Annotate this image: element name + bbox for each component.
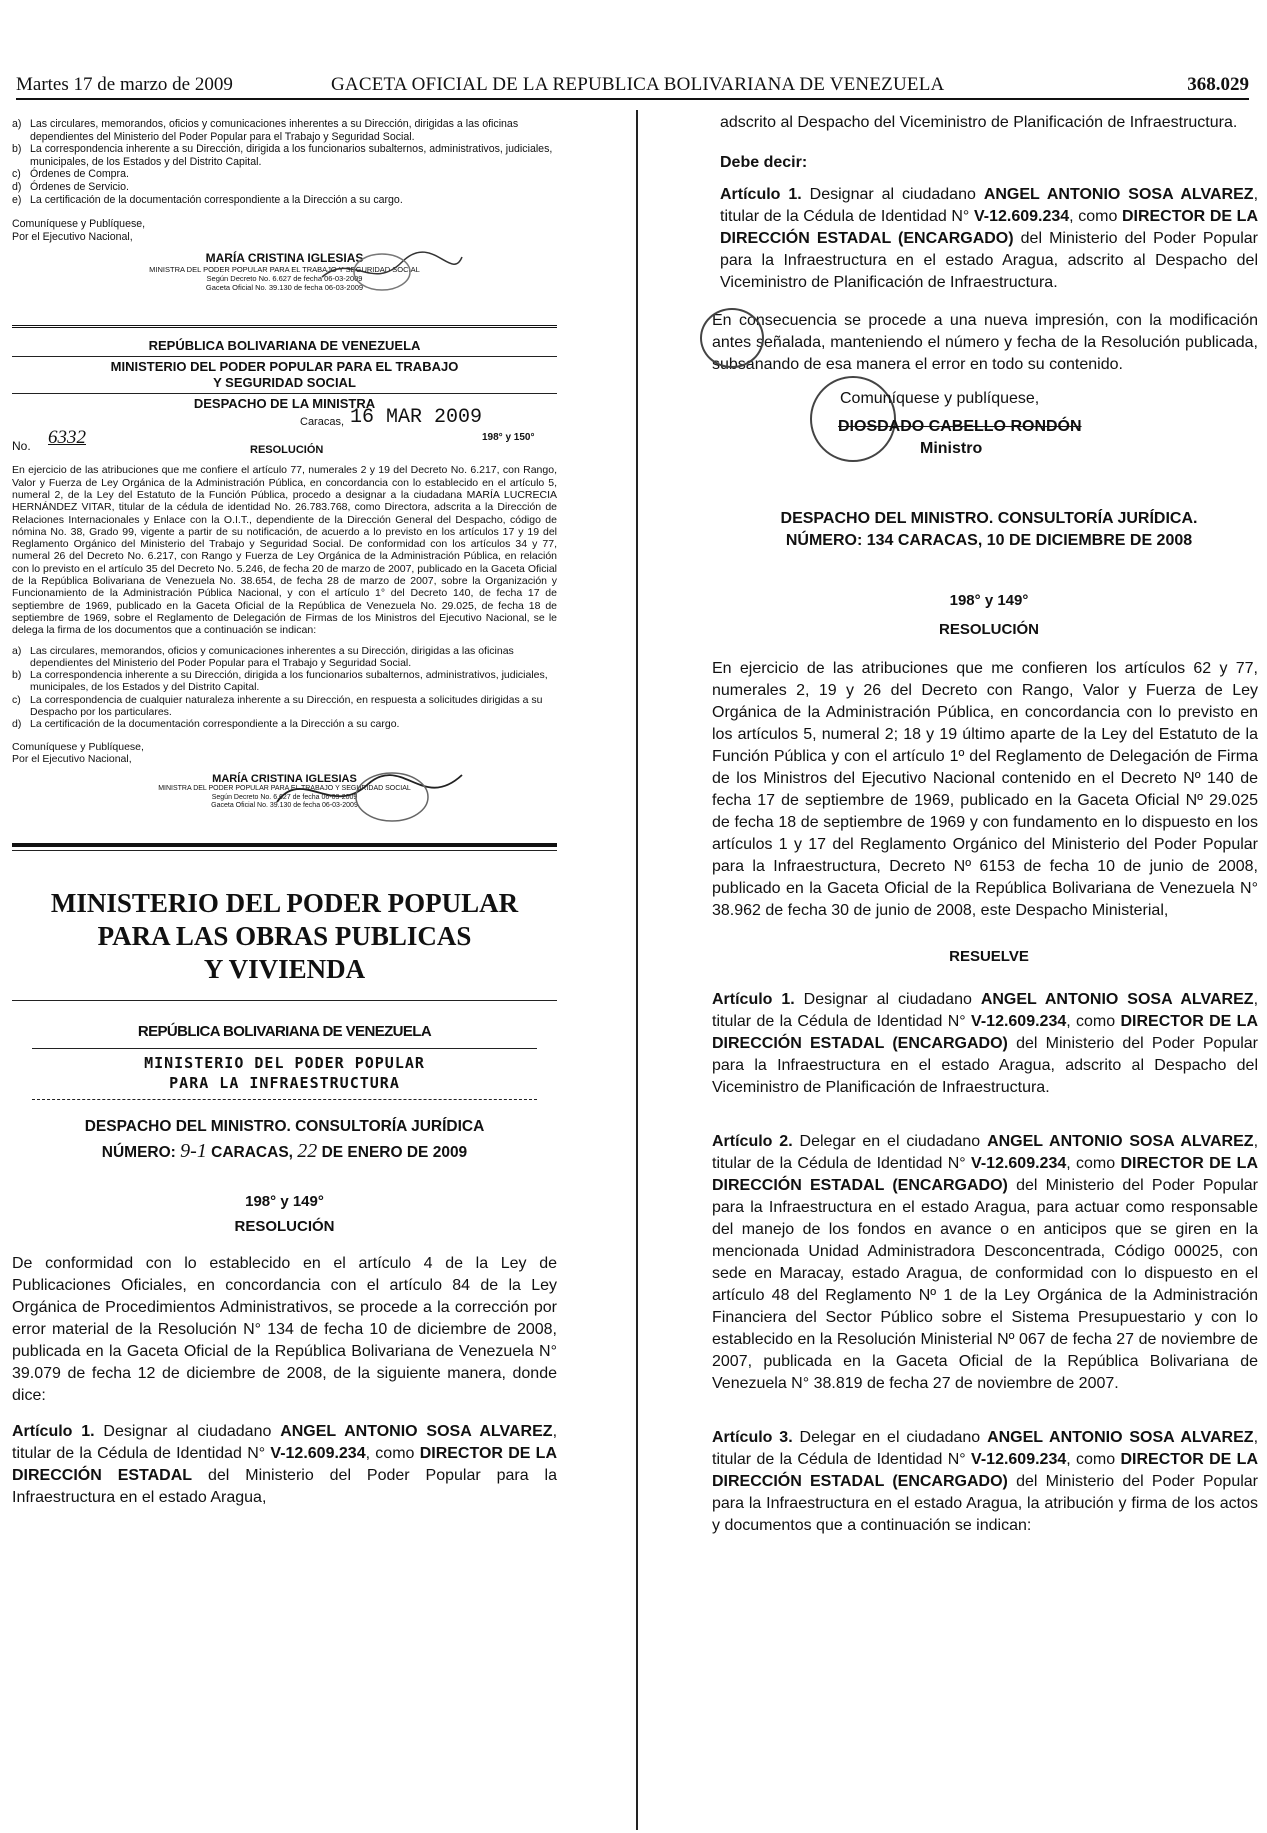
- signature-block-1: [12, 251, 557, 307]
- ministry-title-line-2: PARA LAS OBRAS PUBLICAS: [97, 921, 472, 952]
- list-item: [12, 718, 557, 730]
- article-label: Artículo 1.: [12, 1423, 95, 1441]
- signature-scribble-1: [312, 247, 472, 297]
- page-header: [16, 74, 1249, 100]
- city-label: CARACAS,: [211, 1144, 293, 1162]
- article-1-original: [12, 1421, 557, 1509]
- article-text: Designar al ciudadano: [801, 186, 984, 203]
- republic-heading: REPÚBLICA BOLIVARIANA DE VENEZUELA: [137, 1023, 432, 1041]
- list-item-label: d): [12, 718, 22, 731]
- list-item-label: c): [12, 168, 21, 181]
- list-item-text: La correspondencia de cualquier naturaleza inherente a su Dirección, en respuesta a solicitudes dirigidas a su Despacho por los particulares.: [30, 693, 543, 718]
- resolution-number: 9-1: [180, 1140, 207, 1163]
- article-text: Designar al ciudadano: [794, 991, 981, 1008]
- signer-decree: Según Decreto No. 6.627 de fecha 06-03-2009: [206, 274, 363, 284]
- republic-heading: REPÚBLICA BOLIVARIANA DE VENEZUELA: [148, 338, 421, 354]
- list-item: [12, 669, 557, 694]
- list-item-text: Órdenes de Servicio.: [30, 180, 129, 193]
- resolution-heading: RESOLUCIÓN: [938, 621, 1039, 638]
- closing-line-2: Por el Ejecutivo Nacional,: [12, 752, 132, 765]
- date-rest: DE ENERO DE 2009: [321, 1144, 468, 1162]
- minister-name: DIOSDADO CABELLO RONDÓN: [838, 418, 1082, 435]
- list-item-label: c): [12, 693, 21, 706]
- heading-rule-2: [32, 1099, 537, 1100]
- list-item-label: a): [12, 118, 22, 130]
- citizen-name: ANGEL ANTONIO SOSA ALVAREZ: [980, 991, 1254, 1008]
- stamped-date: 16 MAR 2009: [350, 406, 483, 430]
- list-item-text: Las circulares, memorandos, oficios y comunicaciones inherentes a su Dirección, dirigidas a las oficinas dependientes del Ministerio del Poder Popular para el Trabajo y Seguridad Social.: [30, 644, 514, 669]
- article-text: del Ministerio del Poder Popular para la Infraestructura en el estado Aragua, adscrito al Despacho del Viceministro de Planificación de Infraestructura.: [712, 1035, 1258, 1096]
- ministry-title: [12, 887, 557, 986]
- closing-line: Comuníquese y publíquese,: [840, 390, 1040, 407]
- signer-decree: Según Decreto No. 6.627 de fecha 06-03-2009: [211, 793, 358, 801]
- article-label: Artículo 1.: [720, 186, 802, 203]
- header-rule: [16, 98, 1249, 100]
- place-date-row: [12, 406, 557, 457]
- article-label: Artículo 3.: [712, 1429, 793, 1446]
- heading-rule: [32, 1048, 537, 1049]
- section-thin-rule: [12, 850, 557, 851]
- article-label: Artículo 1.: [712, 991, 795, 1008]
- article-text: Delegar en el ciudadano: [792, 1133, 988, 1150]
- resolved-article-3: [712, 1427, 1258, 1537]
- article-1-corrected: [720, 184, 1258, 294]
- delegation-list-continued: [12, 118, 557, 243]
- citizen-role: DIRECTOR DE LA DIRECCIÓN ESTADAL (ENCARGADO): [712, 1013, 1258, 1052]
- signer-gaceta: Gaceta Oficial No. 39.130 de fecha 06-03-2009: [211, 802, 358, 810]
- number-label: NÚMERO:: [101, 1144, 176, 1162]
- signer-name: MARÍA CRISTINA IGLESIAS: [212, 773, 357, 786]
- citizen-id: V-12.609.234: [270, 1445, 366, 1463]
- resolution-body: En ejercicio de las atribuciones que me confiere el artículo 77, numerales 2 y 19 del Decreto No. 6.217, con Rango, Valor y Fuerza de Ley Orgánica de la Administración Pública, en concordancia con lo establecido en el artículo 5, numeral 2, de la Ley del Estatuto de la Función Pública, procedo a designar a la ciudadana MARÍA LUCRECIA HERNÁNDEZ VITAR, titular de la cédula de identidad No. 26.783.768, como Directora, adscrita a la Dirección de Relaciones Internacionales y Enlace con la O.I.T., dependiente de la Dirección General del Despacho, código de nómina No. 38, Grado 99, vigente a partir de su notificación, de acuerdo a lo previsto en los artículos 17 y 19 del Reglamento Orgánico del Ministerio del Trabajo y Seguridad Social. De conformidad con los artículos 34 y 77, numeral 26 del Decreto No. 6.217, con Rango y Fuerza de Ley Orgánica de la Administración Pública, en relación con lo previsto en el artículo 35 del Decreto No. 5.246, de fecha 20 de marzo de 2007, publicado en la Gaceta Oficial de la República Bolivariana de Venezuela No. 38.654, de fecha 28 de marzo de 2007, sobre la Organización y Funcionamiento de la Administración Pública Nacional, y con el artículo 1° del Decreto 140, de fecha 17 de septiembre de 1969, publicado en la Gaceta Oficial de la República de Venezuela No. 29.025, de fecha 18 de septiembre de 1969, sobre el Reglamento de Delegación de Firmas de los Ministros del Ejecutivo Nacional, se le delega la firma de los documentos que a continuación se indican:: [12, 464, 557, 637]
- list-item-label: b): [12, 669, 22, 682]
- citizen-name: ANGEL ANTONIO SOSA ALVAREZ: [987, 1133, 1254, 1150]
- top-list: [12, 118, 557, 206]
- closing-line: Comuníquese y Publíquese,: [12, 218, 146, 231]
- citizen-id: V-12.609.234: [971, 1155, 1067, 1172]
- list-item-label: e): [12, 193, 22, 206]
- header-date: Martes 17 de marzo de 2009: [16, 74, 233, 95]
- resolved-article-2: [712, 1131, 1258, 1395]
- signer-name: MARÍA CRISTINA IGLESIAS: [205, 251, 364, 266]
- citizen-id: V-12.609.234: [973, 208, 1070, 225]
- resolution-correction: [12, 1023, 557, 1509]
- ministry-line-1: MINISTERIO DEL PODER POPULAR: [144, 1054, 425, 1073]
- column-divider: [636, 110, 638, 1830]
- signer-gaceta: Gaceta Oficial No. 39.130 de fecha 06-03-2009: [205, 283, 364, 293]
- list-item-text: La certificación de la documentación correspondiente a la Dirección a su cargo.: [30, 718, 400, 731]
- article-text: , como: [1066, 1155, 1121, 1172]
- list-item: [12, 694, 557, 719]
- title-rule: [12, 1000, 557, 1001]
- closing-line-2: Por el Ejecutivo Nacional,: [12, 230, 133, 243]
- resolution-6332: [12, 338, 557, 765]
- debe-decir-label: Debe decir:: [720, 154, 808, 171]
- article-text: del Ministerio del Poder Popular para la Infraestructura en el estado Aragua,: [12, 1467, 558, 1507]
- list-item: [12, 143, 557, 168]
- resolution-number-line: NÚMERO: 134 CARACAS, 10 DE DICIEMBRE DE 2008: [785, 532, 1193, 549]
- article-text: , titular de la Cédula de Identidad N°: [712, 1429, 1259, 1468]
- citizen-name: ANGEL ANTONIO SOSA ALVAREZ: [280, 1423, 553, 1441]
- list-item-label: a): [12, 644, 22, 657]
- ministry-title-line-3: Y VIVIENDA: [203, 954, 366, 985]
- article-text: , titular de la Cédula de Identidad N°: [712, 991, 1259, 1030]
- article-text: del Ministerio del Poder Popular para la Infraestructura en el estado Aragua, la atribución y firma de los actos y documentos que a continuación se indican:: [712, 1473, 1258, 1534]
- place-label: Caracas,: [300, 416, 345, 429]
- section-rule: [12, 325, 557, 328]
- ministry-line-2: PARA LA INFRAESTRUCTURA: [169, 1074, 400, 1093]
- signature-block-2: [12, 773, 557, 829]
- resolution-number: 6332: [48, 427, 86, 449]
- right-column: [712, 112, 1259, 1537]
- years-line: 198° y 149°: [949, 592, 1029, 609]
- article-label: Artículo 2.: [712, 1133, 793, 1150]
- number-label: No.: [12, 439, 31, 454]
- article-text: Delegar en el ciudadano: [792, 1429, 988, 1446]
- article-text: , como: [1066, 1451, 1121, 1468]
- article-text: , como: [1066, 1013, 1121, 1030]
- list-item-text: La certificación de la documentación correspondiente a la Dirección a su cargo.: [30, 193, 403, 206]
- header-title: GACETA OFICIAL DE LA REPUBLICA BOLIVARIANA DE VENEZUELA: [331, 74, 945, 95]
- office-heading: DESPACHO DE LA MINISTRA: [193, 396, 376, 412]
- article-text: , titular de la Cédula de Identidad N°: [720, 186, 1259, 225]
- signature-scribble-2: [272, 767, 472, 827]
- heading-rule: [12, 356, 557, 357]
- continuation-text: adscrito al Despacho del Viceministro de Planificación de Infraestructura.: [720, 114, 1238, 131]
- citizen-role: DIRECTOR DE LA DIRECCIÓN ESTADAL: [12, 1445, 558, 1485]
- article-text: , como: [365, 1445, 420, 1463]
- list-item-label: b): [12, 143, 22, 156]
- left-column: [12, 118, 557, 1509]
- minister-signature: [720, 382, 1258, 470]
- list-item: [12, 118, 557, 143]
- ministry-title-line-1: MINISTERIO DEL PODER POPULAR: [50, 888, 519, 919]
- resolution-heading: RESOLUCIÓN: [250, 444, 324, 457]
- citizen-name: ANGEL ANTONIO SOSA ALVAREZ: [987, 1429, 1254, 1446]
- citizen-name: ANGEL ANTONIO SOSA ALVAREZ: [983, 186, 1254, 203]
- list-item: [12, 645, 557, 670]
- ministry-line-1: MINISTERIO DEL PODER POPULAR PARA EL TRABAJO: [110, 359, 459, 375]
- signer-role: MINISTRA DEL PODER POPULAR PARA EL TRABAJO Y SEGURIDAD SOCIAL: [149, 265, 420, 275]
- ministry-line-2: Y SEGURIDAD SOCIAL: [213, 375, 356, 391]
- list-item-text: Las circulares, memorandos, oficios y comunicaciones inherentes a su Dirección, dirigidas a las oficinas dependientes del Ministerio del Poder Popular para el Trabajo y Seguridad Social.: [30, 118, 519, 143]
- list-item: [12, 168, 557, 181]
- article-text: , titular de la Cédula de Identidad N°: [12, 1423, 558, 1463]
- list-item-text: La correspondencia inherente a su Dirección, dirigida a los funcionarios subalternos, administrativos, judiciales, municipales, de los Estados y del Distrito Capital.: [30, 143, 553, 168]
- minister-title: Ministro: [920, 440, 983, 457]
- article-text: , titular de la Cédula de Identidad N°: [712, 1133, 1259, 1172]
- header-page-number: 368.029: [1187, 74, 1249, 95]
- list-item: [12, 194, 557, 207]
- citizen-role: DIRECTOR DE LA DIRECCIÓN ESTADAL (ENCARGADO): [720, 208, 1258, 247]
- resolved-article-1: [712, 989, 1258, 1099]
- citizen-id: V-12.609.234: [971, 1451, 1067, 1468]
- years-line: 198° y 149°: [245, 1193, 324, 1211]
- article-text: Designar al ciudadano: [94, 1423, 281, 1441]
- official-seal-small: [700, 308, 764, 368]
- citizen-role: DIRECTOR DE LA DIRECCIÓN ESTADAL (ENCARGADO): [712, 1155, 1258, 1194]
- list-item-text: La correspondencia inherente a su Dirección, dirigida a los funcionarios subalternos, administrativos, judiciales, municipales, de los Estados y del Distrito Capital.: [30, 669, 548, 694]
- article-text: , como: [1069, 208, 1122, 225]
- section-thick-rule: [12, 843, 557, 847]
- years-line: 198° y 150°: [482, 432, 535, 444]
- resuelve-heading: RESUELVE: [949, 948, 1029, 965]
- resolution-day: 22: [297, 1140, 318, 1163]
- office-heading: DESPACHO DEL MINISTRO. CONSULTORÍA JURÍDICA: [84, 1118, 485, 1136]
- delegated-list: [12, 645, 557, 731]
- signer-role: MINISTRA DEL PODER POPULAR PARA EL TRABAJO Y SEGURIDAD SOCIAL: [158, 785, 411, 793]
- list-item-text: Órdenes de Compra.: [30, 168, 129, 181]
- list-item: [12, 181, 557, 194]
- article-text: del Ministerio del Poder Popular para la Infraestructura en el estado Aragua, adscrito al Despacho del Viceministro de Planificación de Infraestructura.: [720, 230, 1259, 291]
- heading-rule-2: [12, 393, 557, 394]
- resolution-heading: RESOLUCIÓN: [234, 1218, 335, 1236]
- closing-line: Comuníquese y Publíquese,: [12, 740, 144, 753]
- consequence-text: En consecuencia se procede a una nueva impresión, con la modificación antes señalada, manteniendo el número y fecha de la Resolución publicada, subsanando de esa manera el error en todo su contenido.: [712, 312, 1258, 373]
- citizen-id: V-12.609.234: [971, 1013, 1067, 1030]
- citizen-role: DIRECTOR DE LA DIRECCIÓN ESTADAL (ENCARGADO): [712, 1451, 1258, 1490]
- delegated-documents: [12, 645, 557, 766]
- list-item-label: d): [12, 180, 22, 193]
- resolution-body: En ejercicio de las atribuciones que me confieren los artículos 62 y 77, numerales 2, 19 y 26 del Decreto con Rango, Valor y Fuerza de Ley Orgánica de la Administración Pública, en concordancia con lo previsto en los artículos 5, numeral 2; 18 y 19 último aparte de la Ley del Estatuto de la Función Pública y con el artículo 1º del Reglamento de Delegación de Firma de los Ministros del Ejecutivo Nacional contenido en el Decreto Nº 140 de fecha 17 de septiembre de 1969, publicado en la Gaceta Oficial Nº 29.025 de fecha 18 de septiembre de 1969 y con fundamento en lo dispuesto en los artículos 1 y 17 del Reglamento Orgánico del Ministerio del Poder Popular para la Infraestructura, Decreto Nº 6153 de fecha 10 de junio de 2008, publicado en la Gaceta Oficial de la República Bolivariana de Venezuela N° 38.962 de fecha 30 de junio de 2008, este Despacho Ministerial,: [712, 660, 1258, 919]
- resolution-body: De conformidad con lo establecido en el artículo 4 de la Ley de Publicaciones Oficiales, en concordancia con el artículo 84 de la Ley Orgánica de Procedimientos Administrativos, se procede a la corrección por error material de la Resolución N° 134 de fecha 10 de diciembre de 2008, publicada en la Gaceta Oficial de la República Bolivariana de Venezuela N° 39.079 de fecha 12 de diciembre de 2008, de la siguiente manera, donde dice:: [12, 1255, 557, 1405]
- article-text: del Ministerio del Poder Popular para la Infraestructura en el estado Aragua, para actuar como responsable del manejo de los fondos en avance o en anticipos que se giren en la mencionada Unidad Administradora Desconcentrada, Código 00025, con sede en Maracay, estado Aragua, de conformidad con lo dispuesto en el artículo 48 del Reglamento Nº 1 de la Ley Orgánica de la Administración Financiera del Sector Público sobre el Sistema Presupuestario y con lo establecido en la Resolución Ministerial Nº 067 de fecha 27 de noviembre de 2007, publicada en la Gaceta Oficial de la República Bolivariana de Venezuela N° 38.819 de fecha 27 de noviembre de 2007.: [712, 1177, 1258, 1392]
- resolution-number-line: [12, 1140, 557, 1163]
- office-heading: DESPACHO DEL MINISTRO. CONSULTORÍA JURÍDICA.: [780, 510, 1198, 527]
